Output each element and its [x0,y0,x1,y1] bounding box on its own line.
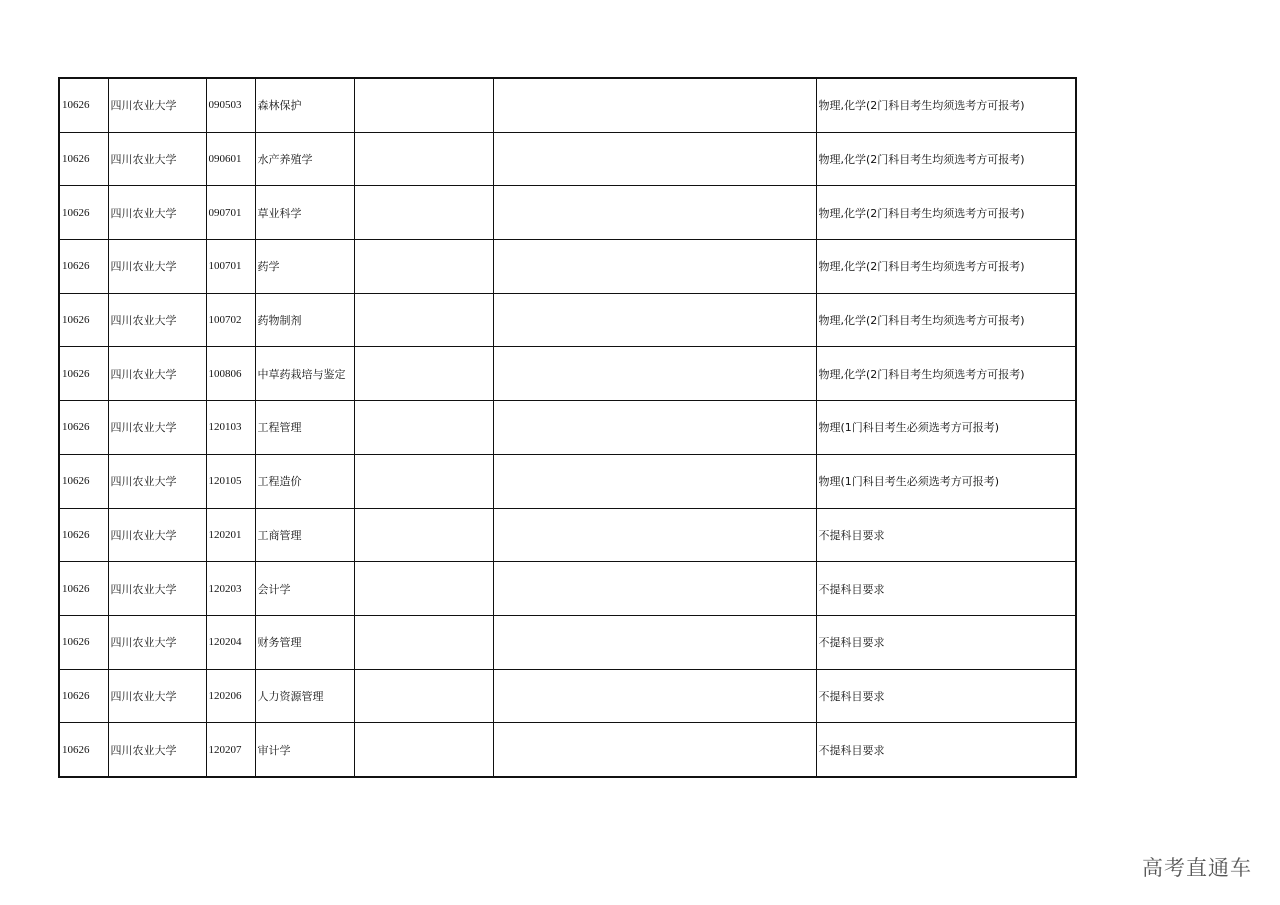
school-name-cell: 四川农业大学 [108,562,206,616]
school-name-cell: 四川农业大学 [108,508,206,562]
empty-cell [493,401,816,455]
school-name-cell: 四川农业大学 [108,293,206,347]
table-row [59,454,1076,508]
school-name-cell: 四川农业大学 [108,454,206,508]
empty-cell [354,240,493,294]
empty-cell [354,615,493,669]
table-row [59,508,1076,562]
empty-cell [354,562,493,616]
school-name-cell: 四川农业大学 [108,240,206,294]
table-body [59,78,1076,777]
major-name-cell: 财务管理 [255,615,354,669]
major-code-cell: 120103 [206,401,255,455]
school-name-cell: 四川农业大学 [108,723,206,777]
subject-requirement-cell: 物理,化学(2门科目考生均须选考方可报考) [816,186,1076,240]
major-name-cell: 药学 [255,240,354,294]
school-code-cell: 10626 [59,240,108,294]
major-name-cell: 草业科学 [255,186,354,240]
school-name-cell: 四川农业大学 [108,401,206,455]
major-code-cell: 120207 [206,723,255,777]
empty-cell [493,615,816,669]
subject-requirement-cell: 物理,化学(2门科目考生均须选考方可报考) [816,293,1076,347]
subject-requirement-cell: 不提科目要求 [816,669,1076,723]
empty-cell [354,401,493,455]
table-row [59,293,1076,347]
empty-cell [493,240,816,294]
major-code-cell: 100701 [206,240,255,294]
school-code-cell: 10626 [59,562,108,616]
table-row [59,401,1076,455]
empty-cell [354,454,493,508]
school-code-cell: 10626 [59,508,108,562]
table-row [59,669,1076,723]
empty-cell [354,723,493,777]
school-name-cell: 四川农业大学 [108,132,206,186]
major-name-cell: 药物制剂 [255,293,354,347]
subject-requirement-cell: 不提科目要求 [816,615,1076,669]
major-code-cell: 120203 [206,562,255,616]
major-name-cell: 审计学 [255,723,354,777]
major-code-cell: 120204 [206,615,255,669]
school-name-cell: 四川农业大学 [108,615,206,669]
school-code-cell: 10626 [59,186,108,240]
school-name-cell: 四川农业大学 [108,186,206,240]
empty-cell [493,723,816,777]
table-row [59,240,1076,294]
empty-cell [354,293,493,347]
school-code-cell: 10626 [59,347,108,401]
school-code-cell: 10626 [59,293,108,347]
major-name-cell: 会计学 [255,562,354,616]
subject-requirement-cell: 物理,化学(2门科目考生均须选考方可报考) [816,240,1076,294]
empty-cell [354,132,493,186]
school-code-cell: 10626 [59,401,108,455]
table-row [59,78,1076,132]
table-row [59,347,1076,401]
major-name-cell: 中草药栽培与鉴定 [255,347,354,401]
empty-cell [354,347,493,401]
empty-cell [493,293,816,347]
major-code-cell: 120201 [206,508,255,562]
empty-cell [493,508,816,562]
major-code-cell: 090503 [206,78,255,132]
subject-requirement-cell: 不提科目要求 [816,508,1076,562]
subject-requirement-cell: 物理,化学(2门科目考生均须选考方可报考) [816,132,1076,186]
major-name-cell: 工程管理 [255,401,354,455]
school-name-cell: 四川农业大学 [108,669,206,723]
school-name-cell: 四川农业大学 [108,347,206,401]
major-name-cell: 工程造价 [255,454,354,508]
empty-cell [354,508,493,562]
table-row [59,132,1076,186]
school-name-cell: 四川农业大学 [108,78,206,132]
table-row [59,723,1076,777]
subject-requirement-cell: 不提科目要求 [816,562,1076,616]
empty-cell [493,132,816,186]
major-code-cell: 120105 [206,454,255,508]
major-code-cell: 090601 [206,132,255,186]
empty-cell [493,669,816,723]
empty-cell [493,347,816,401]
subject-requirement-cell: 不提科目要求 [816,723,1076,777]
subject-requirement-cell: 物理(1门科目考生必须选考方可报考) [816,454,1076,508]
empty-cell [493,186,816,240]
watermark-text: 高考直通车 [1142,856,1252,880]
table-row [59,562,1076,616]
empty-cell [493,78,816,132]
major-code-cell: 100806 [206,347,255,401]
major-name-cell: 森林保护 [255,78,354,132]
subject-requirements-table [58,77,1077,778]
subject-requirement-cell: 物理,化学(2门科目考生均须选考方可报考) [816,78,1076,132]
empty-cell [354,669,493,723]
empty-cell [354,78,493,132]
school-code-cell: 10626 [59,132,108,186]
major-code-cell: 090701 [206,186,255,240]
major-name-cell: 人力资源管理 [255,669,354,723]
empty-cell [493,454,816,508]
subject-requirement-cell: 物理(1门科目考生必须选考方可报考) [816,401,1076,455]
school-code-cell: 10626 [59,454,108,508]
major-code-cell: 120206 [206,669,255,723]
school-code-cell: 10626 [59,78,108,132]
school-code-cell: 10626 [59,669,108,723]
table-row [59,615,1076,669]
school-code-cell: 10626 [59,615,108,669]
major-code-cell: 100702 [206,293,255,347]
major-name-cell: 水产养殖学 [255,132,354,186]
school-code-cell: 10626 [59,723,108,777]
major-name-cell: 工商管理 [255,508,354,562]
empty-cell [493,562,816,616]
empty-cell [354,186,493,240]
table-row [59,186,1076,240]
subject-requirement-cell: 物理,化学(2门科目考生均须选考方可报考) [816,347,1076,401]
